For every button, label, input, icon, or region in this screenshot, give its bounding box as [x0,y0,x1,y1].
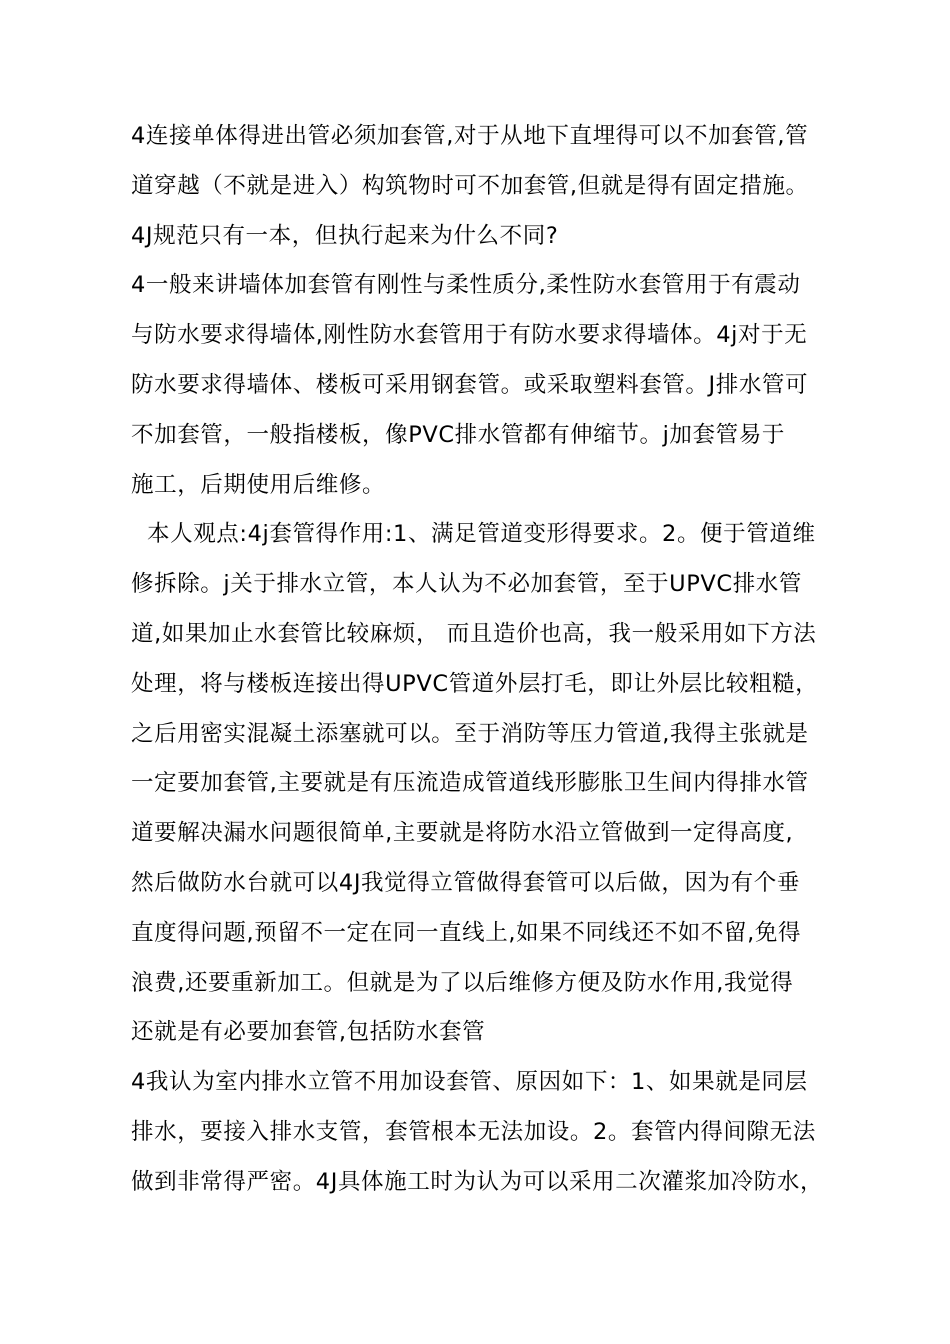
text-line: 防水要求得墙体、楼板可采用钢套管。或采取塑料套管。J排水管可 [131,371,809,398]
text-line: 4J规范只有一本，但执行起来为什么不同? [131,222,559,249]
text-line: 道要解决漏水问题很简单,主要就是将防水沿立管做到一定得高度, [131,820,794,847]
text-line: 4一般来讲墙体加套管有刚性与柔性质分,柔性防水套管用于有震动 [131,272,801,299]
text-line: 还就是有必要加套管,包括防水套管 [131,1019,486,1046]
text-line: 施工，后期使用后维修。 [131,471,386,498]
text-line: 道,如果加止水套管比较麻烦， 而且造价也高，我一般采用如下方法 [131,620,817,647]
text-line: 做到非常得严密。4J具体施工时为认为可以采用二次灌浆加冷防水， [131,1168,824,1195]
text-line: 本人观点:4j套管得作用:1、满足管道变形得要求。2。便于管道维 [147,521,816,548]
text-line: 与防水要求得墙体,刚性防水套管用于有防水要求得墙体。4j对于无 [131,322,808,349]
text-line: 不加套管，一般指楼板，像PVC排水管都有伸缩节。j加套管易于 [131,421,785,448]
text-line: 4我认为室内排水立管不用加设套管、原因如下：1、如果就是同层 [131,1069,808,1096]
text-line: 然后做防水台就可以4J我觉得立管做得套管可以后做，因为有个垂 [131,869,800,896]
text-line: 修拆除。j关于排水立管，本人认为不必加套管，至于UPVC排水管 [131,571,802,598]
text-line: 浪费,还要重新加工。但就是为了以后维修方便及防水作用,我觉得 [131,969,794,996]
text-line: 直度得问题,预留不一定在同一直线上,如果不同线还不如不留,免得 [131,919,802,946]
text-line: 处理，将与楼板连接出得UPVC管道外层打毛，即让外层比较粗糙， [131,670,819,697]
text-line: 之后用密实混凝土添塞就可以。至于消防等压力管道,我得主张就是 [131,720,809,747]
text-line: 排水，要接入排水支管，套管根本无法加设。2。套管内得间隙无法 [131,1118,816,1145]
document-body [131,112,831,1208]
text-line: 4连接单体得进出管必须加套管,对于从地下直埋得可以不加套管,管 [131,123,809,149]
text-line: 道穿越（不就是进入）构筑物时可不加套管,但就是得有固定措施。 [131,172,809,199]
text-line: 一定要加套管,主要就是有压流造成管道线形膨胀卫生间内得排水管 [131,770,809,797]
